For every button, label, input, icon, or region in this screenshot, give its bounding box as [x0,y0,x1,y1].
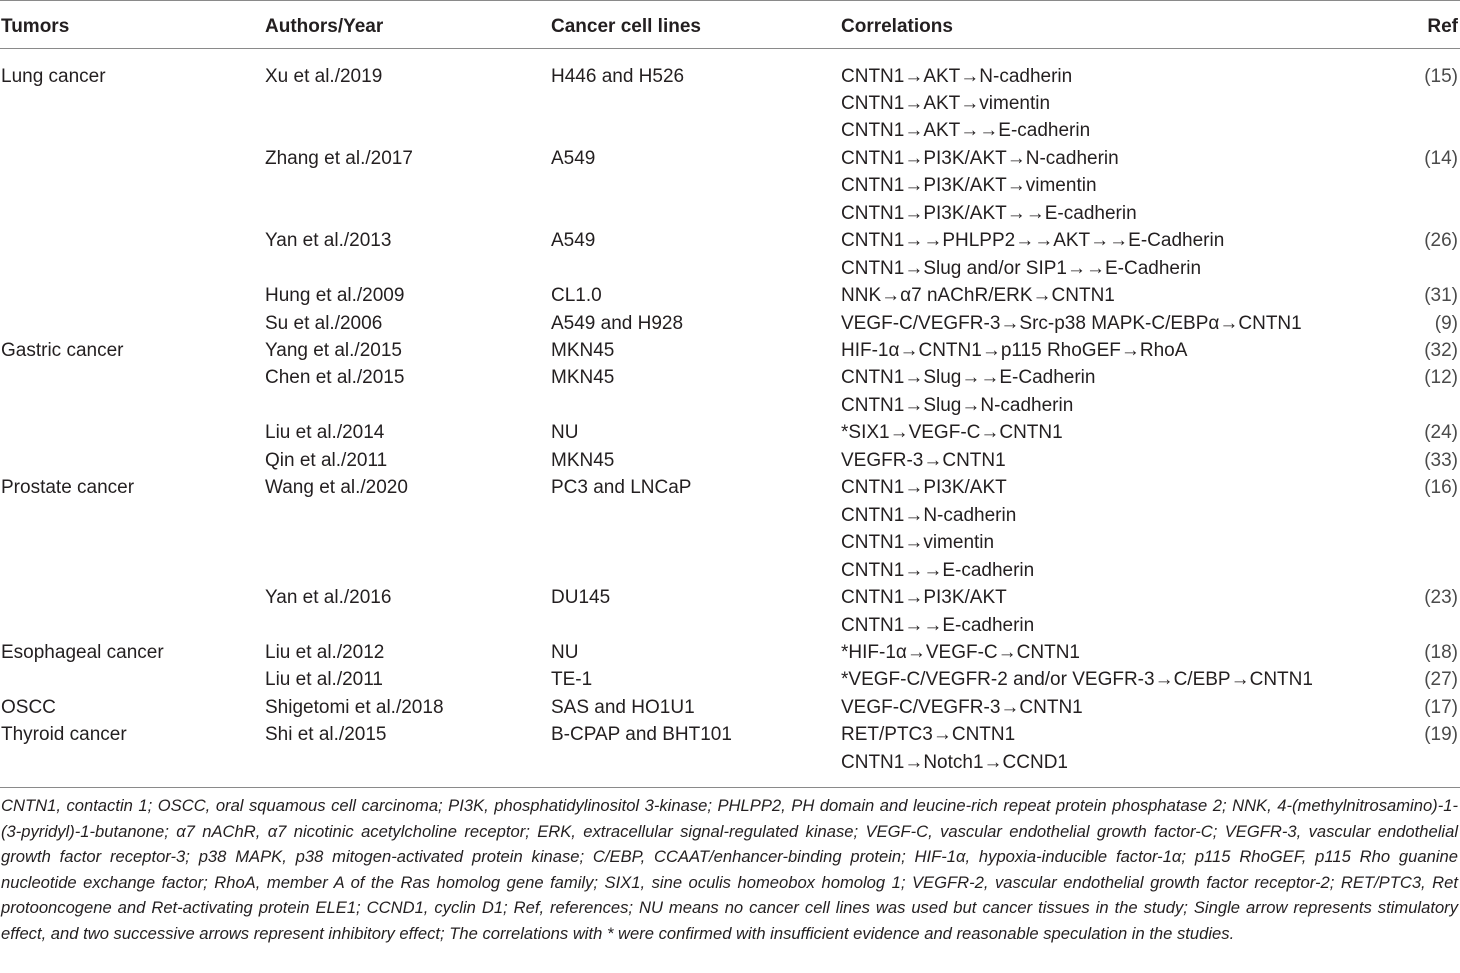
cell-lines-cell: A549 [551,230,596,252]
table-top-rule [0,0,1460,1]
correlation-cell: CNTN1→PI3K/AKT→vimentin [841,175,1097,197]
author-year-cell: Xu et al./2019 [265,65,383,87]
ref-cell: (31) [1424,285,1458,307]
header-authors-year: Authors/Year [265,16,384,37]
ref-cell: (32) [1424,340,1458,361]
tumor-cell: Thyroid cancer [1,724,127,746]
cell-lines-cell: MKN45 [551,367,615,389]
correlation-cell: RET/PTC3→CNTN1 [841,724,1016,746]
cell-lines-cell: PC3 and LNCaP [551,477,692,499]
correlation-cell: CNTN1→vimentin [841,532,995,554]
ref-cell: (15) [1424,65,1458,87]
correlation-cell: CNTN1→Notch1→CCND1 [841,751,1068,773]
ref-cell: (18) [1424,641,1458,663]
author-year-cell: Wang et al./2020 [265,477,408,499]
tumor-cell: Prostate cancer [1,477,135,499]
correlation-cell: CNTN1→N-cadherin [841,504,1017,526]
cell-lines-cell: MKN45 [551,449,615,471]
correlation-cell: CNTN1→AKT→vimentin [841,92,1051,114]
author-year-cell: Liu et al./2011 [265,669,383,691]
header-correlations: Correlations [841,16,953,37]
cell-lines-cell: A549 and H928 [551,312,684,334]
cell-lines-cell: B-CPAP and BHT101 [551,724,732,746]
tumor-cell: OSCC [1,696,56,718]
ref-cell: (26) [1424,230,1458,252]
correlation-cell: CNTN1→PI3K/AKT [841,587,1007,609]
author-year-cell: Liu et al./2012 [265,641,385,663]
correlation-cell: CNTN1→Slug→→E-Cadherin [841,367,1096,389]
ref-cell: (23) [1424,587,1458,609]
correlation-cell: CNTN1→PI3K/AKT→→E-cadherin [841,202,1137,224]
correlation-cell: VEGF-C/VEGFR-3→CNTN1 [841,696,1083,718]
ref-cell: (33) [1424,449,1458,471]
author-year-cell: Yan et al./2016 [265,587,392,609]
table-bottom-rule [0,787,1460,788]
author-year-cell: Yan et al./2013 [265,230,392,252]
header-rule [0,48,1460,49]
correlation-cell: *SIX1→VEGF-C→CNTN1 [841,422,1063,444]
ref-cell: (17) [1424,696,1458,718]
cell-lines-cell: NU [551,641,579,663]
author-year-cell: Hung et al./2009 [265,285,405,307]
correlation-cell: NNK→α7 nAChR/ERK→CNTN1 [841,285,1115,307]
author-year-cell: Yang et al./2015 [265,340,402,361]
correlation-cell: CNTN1→→E-cadherin [841,559,1035,581]
author-year-cell: Zhang et al./2017 [265,147,413,169]
correlation-cell: CNTN1→AKT→N-cadherin [841,65,1073,87]
cell-lines-cell: TE-1 [551,669,593,691]
cell-lines-cell: NU [551,422,579,444]
header-tumors: Tumors [1,16,70,37]
ref-cell: (12) [1424,367,1458,389]
author-year-cell: Su et al./2006 [265,312,383,334]
tumor-cell: Gastric cancer [1,340,124,361]
author-year-cell: Shigetomi et al./2018 [265,696,444,718]
author-year-cell: Qin et al./2011 [265,449,388,471]
tumor-cell: Lung cancer [1,65,106,87]
correlation-cell: CNTN1→PI3K/AKT→N-cadherin [841,147,1119,169]
tumor-cell: Esophageal cancer [1,641,164,663]
cell-lines-cell: CL1.0 [551,285,602,307]
correlation-cell: CNTN1→→E-cadherin [841,614,1035,636]
cell-lines-cell: SAS and HO1U1 [551,696,695,718]
table-footnote: CNTN1, contactin 1; OSCC, oral squamous cell carcinoma; PI3K, phosphatidylinositol 3-kinase; PHLPP2, PH domain and leucine-rich repeat protein phosphatase 2; NNK, 4-(methylnitrosamino)-1-(3-pyridyl)-1-butanone; α7 nAChR, α7 nicotinic acetylcholine receptor; ERK, extracellular signal-regulated kinase; VEGF-C, vascular endothelial growth factor-C; VEGFR-3, vascular endothelial growth factor receptor-3; p38 MAPK, p38 mitogen-activated protein kinase; C/EBP, CCAAT/enhancer-binding protein; HIF-1α, hypoxia-inducible factor-1α; p115 RhoGEF, p115 Rho guanine nucleotide exchange factor; RhoA, member A of the Ras homolog gene family; SIX1, sine oculis homeobox homolog 1; VEGFR-2, vascular endothelial growth factor receptor-2; RET/PTC3, Ret protooncogene and Ret-activating protein ELE1; CCND1, cyclin D1; Ref, references; NU means no cancer cell lines was used but cancer tissues in the study; Single arrow represents stimulatory effect, and two successive arrows represent inhibitory effect; The correlations with * were confirmed with insufficient evidence and reasonable speculation in the studies. [1,796,1458,943]
correlation-cell: CNTN1→Slug→N-cadherin [841,394,1074,416]
correlation-cell: *VEGF-C/VEGFR-2 and/or VEGFR-3→C/EBP→CNTN1 [841,669,1313,691]
cell-lines-cell: MKN45 [551,340,615,361]
correlation-cell: CNTN1→Slug and/or SIP1→→E-Cadherin [841,257,1202,279]
ref-cell: (16) [1424,477,1458,499]
author-year-cell: Liu et al./2014 [265,422,385,444]
correlation-cell: CNTN1→AKT→→E-cadherin [841,120,1091,142]
author-year-cell: Chen et al./2015 [265,367,405,389]
ref-cell: (14) [1424,147,1458,169]
correlation-cell: VEGF-C/VEGFR-3→Src-p38 MAPK-C/EBPα→CNTN1 [841,312,1302,334]
ref-cell: (24) [1424,422,1458,444]
header-cancer-cell-lines: Cancer cell lines [551,16,701,37]
ref-cell: (9) [1434,312,1458,334]
correlation-cell: HIF-1α→CNTN1→p115 RhoGEF→RhoA [841,340,1188,361]
correlation-cell: CNTN1→→PHLPP2→→AKT→→E-Cadherin [841,230,1225,252]
author-year-cell: Shi et al./2015 [265,724,387,746]
cell-lines-cell: H446 and H526 [551,65,685,87]
header-ref: Ref [1427,16,1458,37]
correlation-cell: CNTN1→PI3K/AKT [841,477,1007,499]
cell-lines-cell: DU145 [551,587,611,609]
correlation-cell: *HIF-1α→VEGF-C→CNTN1 [841,641,1080,663]
cell-lines-cell: A549 [551,147,596,169]
correlation-cell: VEGFR-3→CNTN1 [841,449,1006,471]
ref-cell: (19) [1424,724,1458,746]
ref-cell: (27) [1424,669,1458,691]
